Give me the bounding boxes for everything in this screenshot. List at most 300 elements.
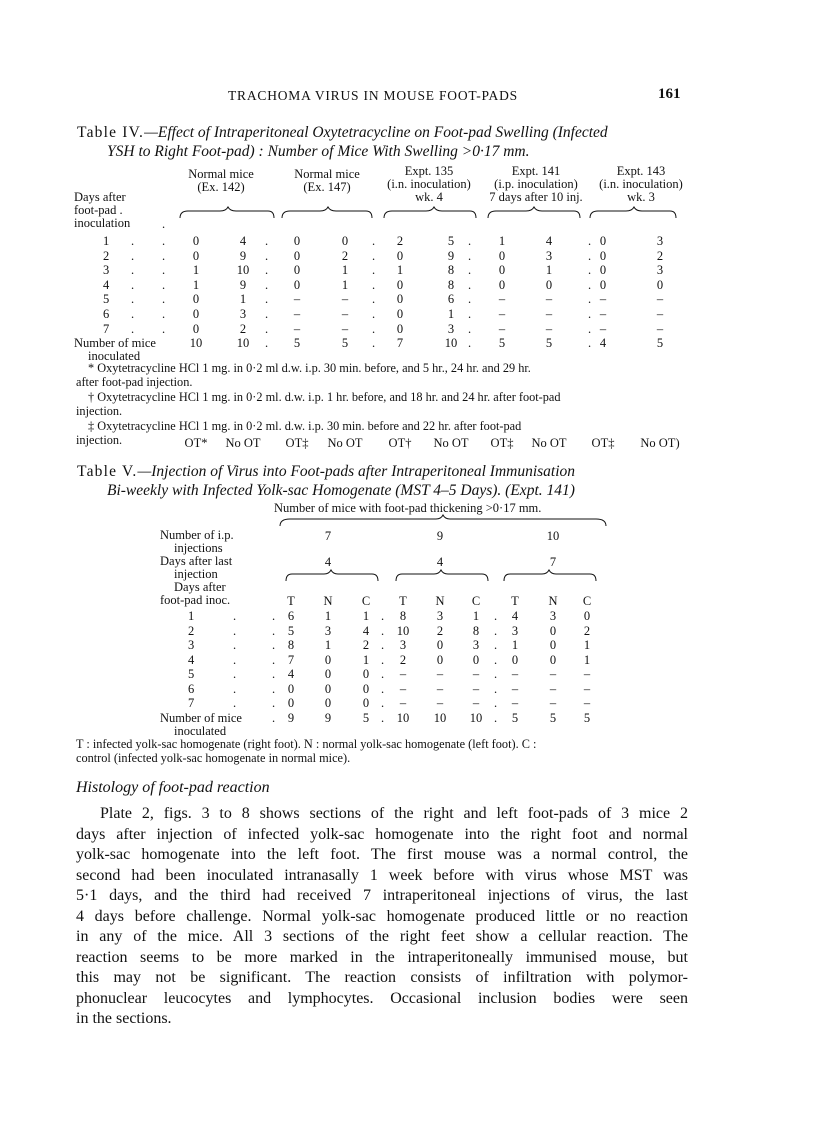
t4-col-head: No OT — [327, 436, 363, 450]
paragraph-line: Plate 2, figs. 3 to 8 shows sections of the right and left foot-pads of 3 mice 2 — [100, 805, 688, 822]
t5-cell: – — [399, 696, 407, 710]
t4-cell: – — [545, 321, 553, 336]
t5-col-head: T — [287, 594, 295, 608]
t5-cell: 10 — [396, 623, 410, 638]
t5-leader-dot: . — [381, 638, 385, 652]
t4-leader-dot: . — [162, 307, 166, 321]
t5-leader-dot: . — [494, 609, 498, 623]
t5-cell: 4 — [511, 609, 519, 623]
t5-super-brace — [278, 514, 608, 528]
t4-cell: 2 — [656, 248, 664, 263]
t5-cell: – — [436, 667, 444, 681]
t4-cell: 0 — [293, 277, 301, 292]
t4-col-head: No OT) — [640, 436, 680, 450]
t5-cell: 0 — [549, 623, 557, 638]
t4-cell: 9 — [239, 277, 247, 292]
t5-leader-dot: . — [381, 623, 385, 638]
paragraph-line: yolk-sac homogenate into the left foot. The first mouse was a normal control, the — [76, 846, 688, 863]
t5-col-head: T — [511, 594, 519, 608]
t4-cell: 0 — [293, 248, 301, 263]
t4-row-day: 3 — [103, 263, 110, 278]
t4-total-cell: 10 — [444, 336, 458, 351]
t4-cell: 0 — [498, 263, 506, 278]
t4-cell: 0 — [293, 263, 301, 278]
t4-leader-dot: . — [131, 248, 135, 263]
t4-col-head: OT* — [184, 436, 208, 450]
table4-label: Table IV. — [77, 124, 145, 141]
t5-cell: – — [472, 667, 480, 681]
t5-cell: 1 — [472, 609, 480, 623]
t4-total-cell: 5 — [498, 336, 506, 351]
t5-total-cell: 10 — [433, 710, 447, 725]
t5-total-cell: 5 — [511, 710, 519, 725]
t5-cell: – — [549, 696, 557, 710]
t5-leader-dot: . — [272, 609, 276, 623]
t4-cell: 6 — [447, 292, 455, 307]
t5-days-last-value: 4 — [436, 555, 444, 569]
t5-cell: 0 — [436, 652, 444, 667]
t5-col-head: C — [582, 594, 592, 608]
t5-cell: 3 — [511, 623, 519, 638]
t5-legend-line1: T : infected yolk-sac homogenate (right foot). N : normal yolk-sac homogenate (left foot). C : — [76, 737, 537, 751]
t5-cell: 1 — [324, 638, 332, 652]
t4-group1-header: Normal mice (Ex. 142) — [188, 167, 254, 194]
t4-row-day: 2 — [103, 248, 110, 263]
t4-total-cell: 4 — [599, 336, 607, 351]
t4-row-day: 1 — [103, 234, 110, 248]
t4-total-label: Number of mice — [74, 336, 156, 351]
t4-cell: 0 — [192, 292, 200, 307]
t5-total-cell: 9 — [324, 710, 332, 725]
t5-cell: 0 — [362, 696, 370, 710]
t5-col-head: N — [323, 594, 333, 608]
t5-cell: 0 — [362, 667, 370, 681]
t5-cell: 3 — [436, 609, 444, 623]
t5-leader-dot: . — [494, 652, 498, 667]
t4-cell: 0 — [192, 248, 200, 263]
t4-footnote-dagger: † Oxytetracycline HCl 1 mg. in 0·2 ml. d.w. i.p. 1 hr. before, and 18 hr. and 24 hr. after foot-pad — [88, 390, 561, 404]
t4-footnote-star-cont: after foot-pad injection. — [76, 375, 193, 389]
t5-leader-dot: . — [233, 652, 237, 667]
t5-row-day: 3 — [188, 638, 195, 652]
t5-leader-dot: . — [272, 623, 276, 638]
t5-cell: 3 — [549, 609, 557, 623]
table5-label: Table V. — [77, 463, 138, 480]
t5-cell: – — [549, 667, 557, 681]
t4-row-day: 5 — [103, 292, 110, 307]
t5-cell: – — [583, 681, 591, 696]
t5-cell: 0 — [583, 609, 591, 623]
table4-caption-text1: —Effect of Intraperitoneal Oxytetracycline on Foot-pad Swelling (Infected — [144, 124, 608, 141]
t4-cell: 3 — [656, 263, 664, 278]
t4-cell: 0 — [341, 234, 349, 248]
t4-leader-dot: . — [588, 263, 592, 278]
t5-leader-dot: . — [494, 667, 498, 681]
t4-cell: 8 — [447, 263, 455, 278]
t5-leader-dot: . — [272, 710, 276, 725]
t4-leader-dot: . — [162, 321, 166, 336]
t4-col-head: OT‡ — [285, 436, 309, 450]
t5-leader-dot: . — [381, 696, 385, 710]
t5-cell: 0 — [549, 638, 557, 652]
t4-leader-dot: . — [588, 277, 592, 292]
t4-cell: 0 — [498, 277, 506, 292]
t4-group3-header: Expt. 135 (i.n. inoculation) wk. 4 — [387, 164, 471, 204]
t5-leader-dot: . — [381, 681, 385, 696]
t5-cell: 0 — [511, 652, 519, 667]
t5-row-day: 7 — [188, 696, 195, 710]
t5-leader-dot: . — [494, 681, 498, 696]
t5-total-label: inoculated — [174, 723, 227, 738]
t4-cell: – — [341, 321, 349, 336]
t4-footnote-ddagger: ‡ Oxytetracycline HCl 1 mg. in 0·2 ml. d.w. i.p. 30 min. before and 22 hr. after foot-pad — [88, 419, 522, 433]
t4-cell: – — [599, 292, 607, 307]
t4-cell: 1 — [498, 234, 506, 248]
t5-leader-dot: . — [233, 609, 237, 623]
t5-cell: 0 — [324, 696, 332, 710]
t4-cell: 4 — [239, 234, 247, 248]
t5-leader-dot: . — [272, 696, 276, 710]
t4-leader-dot: . — [468, 277, 472, 292]
table5-caption-text2: Bi-weekly with Infected Yolk-sac Homogenate (MST 4–5 Days). (Expt. 141) — [107, 482, 575, 499]
t5-cell: 3 — [324, 623, 332, 638]
t4-cell: – — [545, 292, 553, 307]
t4-cell: 0 — [396, 248, 404, 263]
t5-cell: 3 — [399, 638, 407, 652]
t5-col-head: C — [361, 594, 371, 608]
t4-row-day: 4 — [103, 277, 110, 292]
t4-cell: – — [656, 292, 664, 307]
t4-leader-dot: . — [468, 263, 472, 278]
t4-cell: 2 — [341, 248, 349, 263]
t4-leader-dot: . — [131, 292, 135, 307]
t5-leader-dot: . — [494, 696, 498, 710]
t4-footnote-star: * Oxytetracycline HCl 1 mg. in 0·2 ml d.w. i.p. 30 min. before, and 5 hr., 24 hr. and 29 hr. — [88, 361, 531, 375]
t5-col-head: N — [435, 594, 445, 608]
t5-cell: – — [549, 681, 557, 696]
t4-cell: – — [498, 292, 506, 307]
t4-cell: 10 — [236, 263, 250, 278]
t4-cell: – — [293, 321, 301, 336]
t5-cell: – — [511, 696, 519, 710]
t4-cell: 1 — [396, 263, 404, 278]
t5-row-day: 1 — [188, 609, 195, 623]
t5-cell: – — [472, 681, 480, 696]
t4-cell: – — [656, 321, 664, 336]
t4-col-head: OT‡ — [490, 436, 514, 450]
t5-total-cell: 5 — [549, 710, 557, 725]
t5-cell: – — [399, 667, 407, 681]
t5-cell: 1 — [362, 652, 370, 667]
t5-leader-dot: . — [233, 667, 237, 681]
t4-leader-dot: . — [372, 263, 376, 278]
t4-col-head: OT† — [388, 436, 412, 450]
t4-cell: 1 — [192, 277, 200, 292]
table4-caption-text2: YSH to Right Foot-pad) : Number of Mice With Swelling >0·17 mm. — [107, 143, 530, 160]
t4-leader-dot: . — [162, 248, 166, 263]
t4-leader-dot: . — [468, 292, 472, 307]
t5-cell: 0 — [436, 638, 444, 652]
t4-col-head: OT‡ — [591, 436, 615, 450]
t5-leader-dot: . — [233, 696, 237, 710]
t5-cell: 0 — [549, 652, 557, 667]
t4-cell: 0 — [599, 248, 607, 263]
t4-col-head: No OT — [531, 436, 567, 450]
t4-cell: – — [656, 307, 664, 321]
t5-cell: – — [511, 667, 519, 681]
t4-cell: 0 — [293, 234, 301, 248]
t5-leader-dot: . — [272, 652, 276, 667]
t5-col-head: C — [471, 594, 481, 608]
t4-leader-dot: . — [162, 217, 166, 231]
paragraph-line: days after injection of infected yolk-sac homogenate into the right foot and normal — [76, 825, 688, 843]
paragraph-line: 5·1 days, and the third had received 7 intraperitoneal injections of virus, the last — [76, 887, 688, 904]
t5-cell: 8 — [399, 609, 407, 623]
t4-total-label: inoculated — [88, 349, 141, 364]
t4-leader-dot: . — [588, 307, 592, 321]
t5-cell: 0 — [324, 667, 332, 681]
t4-cell: 3 — [656, 234, 664, 248]
t4-cell: 1 — [447, 307, 455, 321]
t5-cell: 6 — [287, 609, 295, 623]
t5-leader-dot: . — [233, 681, 237, 696]
t5-cell: 4 — [362, 623, 370, 638]
t4-cell: 2 — [396, 234, 404, 248]
paragraph-line: 4 days before challenge. Normal yolk-sac homogenate produced little or no reaction — [76, 907, 688, 925]
t4-group2-header: Normal mice (Ex. 147) — [294, 167, 360, 194]
table4-caption-line1 — [77, 123, 608, 142]
t4-cell: 2 — [239, 321, 247, 336]
t5-cell: 0 — [472, 652, 480, 667]
t4-leader-dot: . — [372, 292, 376, 307]
t5-cell: 0 — [324, 652, 332, 667]
t4-leader-dot: . — [372, 248, 376, 263]
t5-total-cell: 9 — [287, 710, 295, 725]
t4-leader-dot: . — [265, 307, 269, 321]
t4-cell: 0 — [396, 277, 404, 292]
t5-days-last-label: Days after last injection — [160, 554, 233, 581]
t4-total-cell: 10 — [236, 336, 250, 351]
t4-cell: – — [341, 292, 349, 307]
t5-leader-dot: . — [381, 609, 385, 623]
t5-leader-dot: . — [381, 667, 385, 681]
t5-ip-value: 10 — [546, 529, 560, 543]
t5-cell: – — [583, 667, 591, 681]
t5-cell: – — [436, 696, 444, 710]
t4-header-braces — [170, 206, 690, 220]
t4-cell: – — [341, 307, 349, 321]
t4-leader-dot: . — [588, 321, 592, 336]
t4-leader-dot: . — [372, 234, 376, 248]
t4-leader-dot: . — [468, 321, 472, 336]
t5-days-last-value: 4 — [324, 555, 332, 569]
t5-cell: 0 — [324, 681, 332, 696]
page-number: 161 — [658, 86, 681, 102]
t5-cell: 5 — [287, 623, 295, 638]
t5-leader-dot: . — [272, 667, 276, 681]
t4-leader-dot: . — [588, 336, 592, 351]
table5-caption-line2 — [107, 481, 575, 500]
t4-leader-dot: . — [588, 234, 592, 248]
t4-leader-dot: . — [162, 292, 166, 307]
t5-leader-dot: . — [494, 623, 498, 638]
t5-fp-label: Days after foot-pad inoc. — [160, 580, 231, 607]
t4-leader-dot: . — [162, 234, 166, 248]
t5-cell: – — [511, 681, 519, 696]
t5-row-day: 4 — [188, 652, 195, 667]
t5-cell: 1 — [362, 609, 370, 623]
t4-total-cell: 5 — [293, 336, 301, 351]
t4-cell: 0 — [599, 234, 607, 248]
t5-cell: 2 — [436, 623, 444, 638]
t4-leader-dot: . — [468, 234, 472, 248]
t4-leader-dot: . — [265, 263, 269, 278]
t5-cell: – — [436, 681, 444, 696]
t5-cell: – — [399, 681, 407, 696]
table5-caption-line1 — [77, 462, 575, 481]
t4-cell: 3 — [447, 321, 455, 336]
t4-cell: – — [599, 321, 607, 336]
t4-leader-dot: . — [265, 277, 269, 292]
paragraph-line: second had been inoculated intranasally 1 week before with virus whose MST was — [76, 866, 688, 884]
t5-leader-dot: . — [233, 638, 237, 652]
t4-cell: 0 — [192, 307, 200, 321]
t4-cell: 0 — [656, 277, 664, 292]
t5-col-head: T — [399, 594, 407, 608]
t4-total-cell: 5 — [341, 336, 349, 351]
t4-cell: 9 — [239, 248, 247, 263]
t5-cell: 2 — [399, 652, 407, 667]
t4-leader-dot: . — [265, 336, 269, 351]
t4-leader-dot: . — [162, 263, 166, 278]
t4-leader-dot: . — [265, 321, 269, 336]
t4-leader-dot: . — [265, 292, 269, 307]
t5-days-last-value: 7 — [549, 555, 557, 569]
t5-cell: 8 — [287, 638, 295, 652]
t5-ip-value: 7 — [324, 529, 332, 543]
t4-leader-dot: . — [588, 292, 592, 307]
t4-cell: 1 — [192, 263, 200, 278]
t4-cell: – — [599, 307, 607, 321]
t4-leader-dot: . — [265, 234, 269, 248]
t5-cell: 1 — [583, 638, 591, 652]
t4-leader-dot: . — [372, 277, 376, 292]
t4-leader-dot: . — [468, 307, 472, 321]
t5-super-header: Number of mice with foot-pad thickening >0·17 mm. — [274, 501, 542, 515]
t4-leader-dot: . — [372, 336, 376, 351]
t5-cell: 1 — [324, 609, 332, 623]
t4-col-head: No OT — [225, 436, 261, 450]
t4-leader-dot: . — [468, 248, 472, 263]
t4-cell: 1 — [545, 263, 553, 278]
t4-cell: 1 — [341, 277, 349, 292]
t4-cell: 0 — [396, 307, 404, 321]
t5-row-day: 6 — [188, 681, 195, 696]
t5-row-day: 2 — [188, 623, 195, 638]
t4-col-head: No OT — [433, 436, 469, 450]
t4-cell: 8 — [447, 277, 455, 292]
t5-total-label: Number of mice — [160, 710, 242, 725]
t4-cell: 3 — [545, 248, 553, 263]
t4-total-cell: 10 — [189, 336, 203, 351]
paragraph-line: reaction seems to be more marked in the intraperitoneally immunised mouse, but — [76, 948, 688, 966]
t5-leader-dot: . — [494, 638, 498, 652]
t4-cell: 3 — [239, 307, 247, 321]
t5-ip-label: Number of i.p. injections — [160, 528, 234, 555]
t4-cell: 1 — [341, 263, 349, 278]
t4-total-cell: 7 — [396, 336, 404, 351]
t4-cell: – — [498, 307, 506, 321]
t4-row-header: Days after foot-pad . inoculation — [74, 190, 131, 230]
t5-col-head: N — [548, 594, 558, 608]
t4-cell: – — [293, 292, 301, 307]
paragraph-line: this may not be significant. The reaction consists of infiltration with polymor- — [76, 969, 688, 986]
t5-cell: 0 — [287, 696, 295, 710]
t4-cell: 0 — [396, 292, 404, 307]
t5-total-cell: 10 — [469, 710, 483, 725]
t5-total-cell: 10 — [396, 710, 410, 725]
t5-total-cell: 5 — [362, 710, 370, 725]
t4-leader-dot: . — [372, 321, 376, 336]
t5-leader-dot: . — [494, 710, 498, 725]
t4-total-cell: 5 — [545, 336, 553, 351]
t5-cell: 8 — [472, 623, 480, 638]
t5-cell: 2 — [362, 638, 370, 652]
t4-cell: 0 — [192, 234, 200, 248]
t4-cell: 0 — [545, 277, 553, 292]
t5-cell: – — [472, 696, 480, 710]
t4-group4-header: Expt. 141 (i.p. inoculation) 7 days after 10 inj. — [489, 164, 583, 204]
t5-cell: 3 — [472, 638, 480, 652]
t5-total-cell: 5 — [583, 710, 591, 725]
t5-cell: 0 — [362, 681, 370, 696]
t4-cell: 0 — [599, 263, 607, 278]
t4-cell: 0 — [396, 321, 404, 336]
t4-leader-dot: . — [131, 321, 135, 336]
t4-leader-dot: . — [131, 263, 135, 278]
table4-caption-line2 — [107, 142, 529, 161]
t4-cell: 5 — [447, 234, 455, 248]
t4-leader-dot: . — [372, 307, 376, 321]
t4-footnote-dagger-cont: injection. — [76, 404, 123, 418]
t5-cell: 1 — [511, 638, 519, 652]
t4-cell: 0 — [599, 277, 607, 292]
t5-leader-dot: . — [272, 681, 276, 696]
t5-cell: 4 — [287, 667, 295, 681]
t5-group-braces — [284, 569, 604, 583]
t4-leader-dot: . — [162, 277, 166, 292]
t4-cell: – — [498, 321, 506, 336]
t4-cell: – — [293, 307, 301, 321]
t4-cell: 9 — [447, 248, 455, 263]
table5-caption-text1: —Injection of Virus into Foot-pads after Intraperitoneal Immunisation — [137, 463, 576, 480]
t4-cell: 1 — [239, 292, 247, 307]
t4-leader-dot: . — [588, 248, 592, 263]
t4-leader-dot: . — [131, 277, 135, 292]
paragraph-line: phonuclear leucocytes and lymphocytes. Occasional inclusion bodies were seen — [76, 989, 688, 1007]
t4-leader-dot: . — [131, 234, 135, 248]
t4-footnote-ddagger-cont: injection. — [76, 433, 123, 447]
t4-cell: 4 — [545, 234, 553, 248]
t5-cell: 2 — [583, 623, 591, 638]
t4-cell: 0 — [498, 248, 506, 263]
t4-total-cell: 5 — [656, 336, 664, 351]
t5-leader-dot: . — [381, 710, 385, 725]
t4-row-day: 7 — [103, 321, 110, 336]
paragraph-line: in the sections. — [76, 1010, 172, 1027]
t5-cell: 1 — [583, 652, 591, 667]
t4-cell: 0 — [192, 321, 200, 336]
